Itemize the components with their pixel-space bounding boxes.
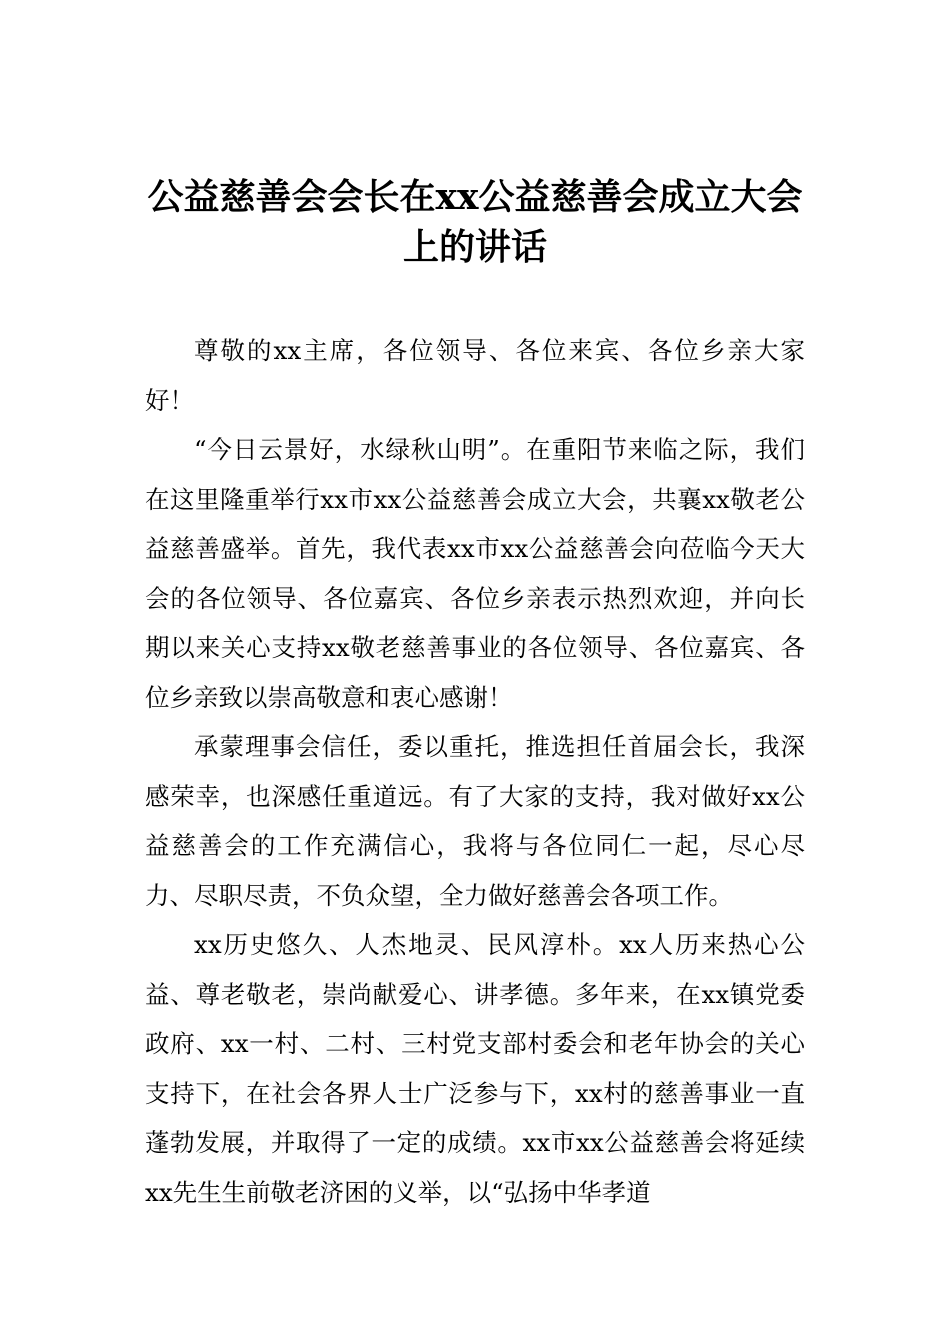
document-body	[145, 326, 805, 1217]
paragraph-greeting: 尊敬的xx主席，各位领导、各位来宾、各位乡亲大家好！	[145, 336, 805, 415]
document-title: 公益慈善会会长在xx公益慈善会成立大会上的讲话	[147, 176, 803, 268]
paragraph-acceptance: 承蒙理事会信任，委以重托，推选担任首届会长，我深感荣幸，也深感任重道远。有了大家的支持，我对做好xx公益慈善会的工作充满信心，我将与各位同仁一起，尽心尽力、尽职尽责，不负众望，全力做好慈善会各项工作。	[145, 732, 805, 910]
paragraph-welcome: “今日云景好，水绿秋山明”。在重阳节来临之际，我们在这里隆重举行xx市xx公益慈善会成立大会，共襄xx敬老公益慈善盛举。首先，我代表xx市xx公益慈善会向莅临今天大会的各位领导、各位嘉宾、各位乡亲表示热烈欢迎，并向长期以来关心支持xx敬老慈善事业的各位领导、各位嘉宾、各位乡亲致以崇高敬意和衷心感谢！	[145, 435, 805, 712]
paragraph-history: xx历史悠久、人杰地灵、民风淳朴。xx人历来热心公益、尊老敬老，崇尚献爱心、讲孝德。多年来，在xx镇党委政府、xx一村、二村、三村党支部村委会和老年协会的关心支持下，在社会各界人士广泛参与下，xx村的慈善事业一直蓬勃发展，并取得了一定的成绩。xx市xx公益慈善会将延续xx先生生前敬老济困的义举，以“弘扬中华孝道	[145, 930, 805, 1207]
